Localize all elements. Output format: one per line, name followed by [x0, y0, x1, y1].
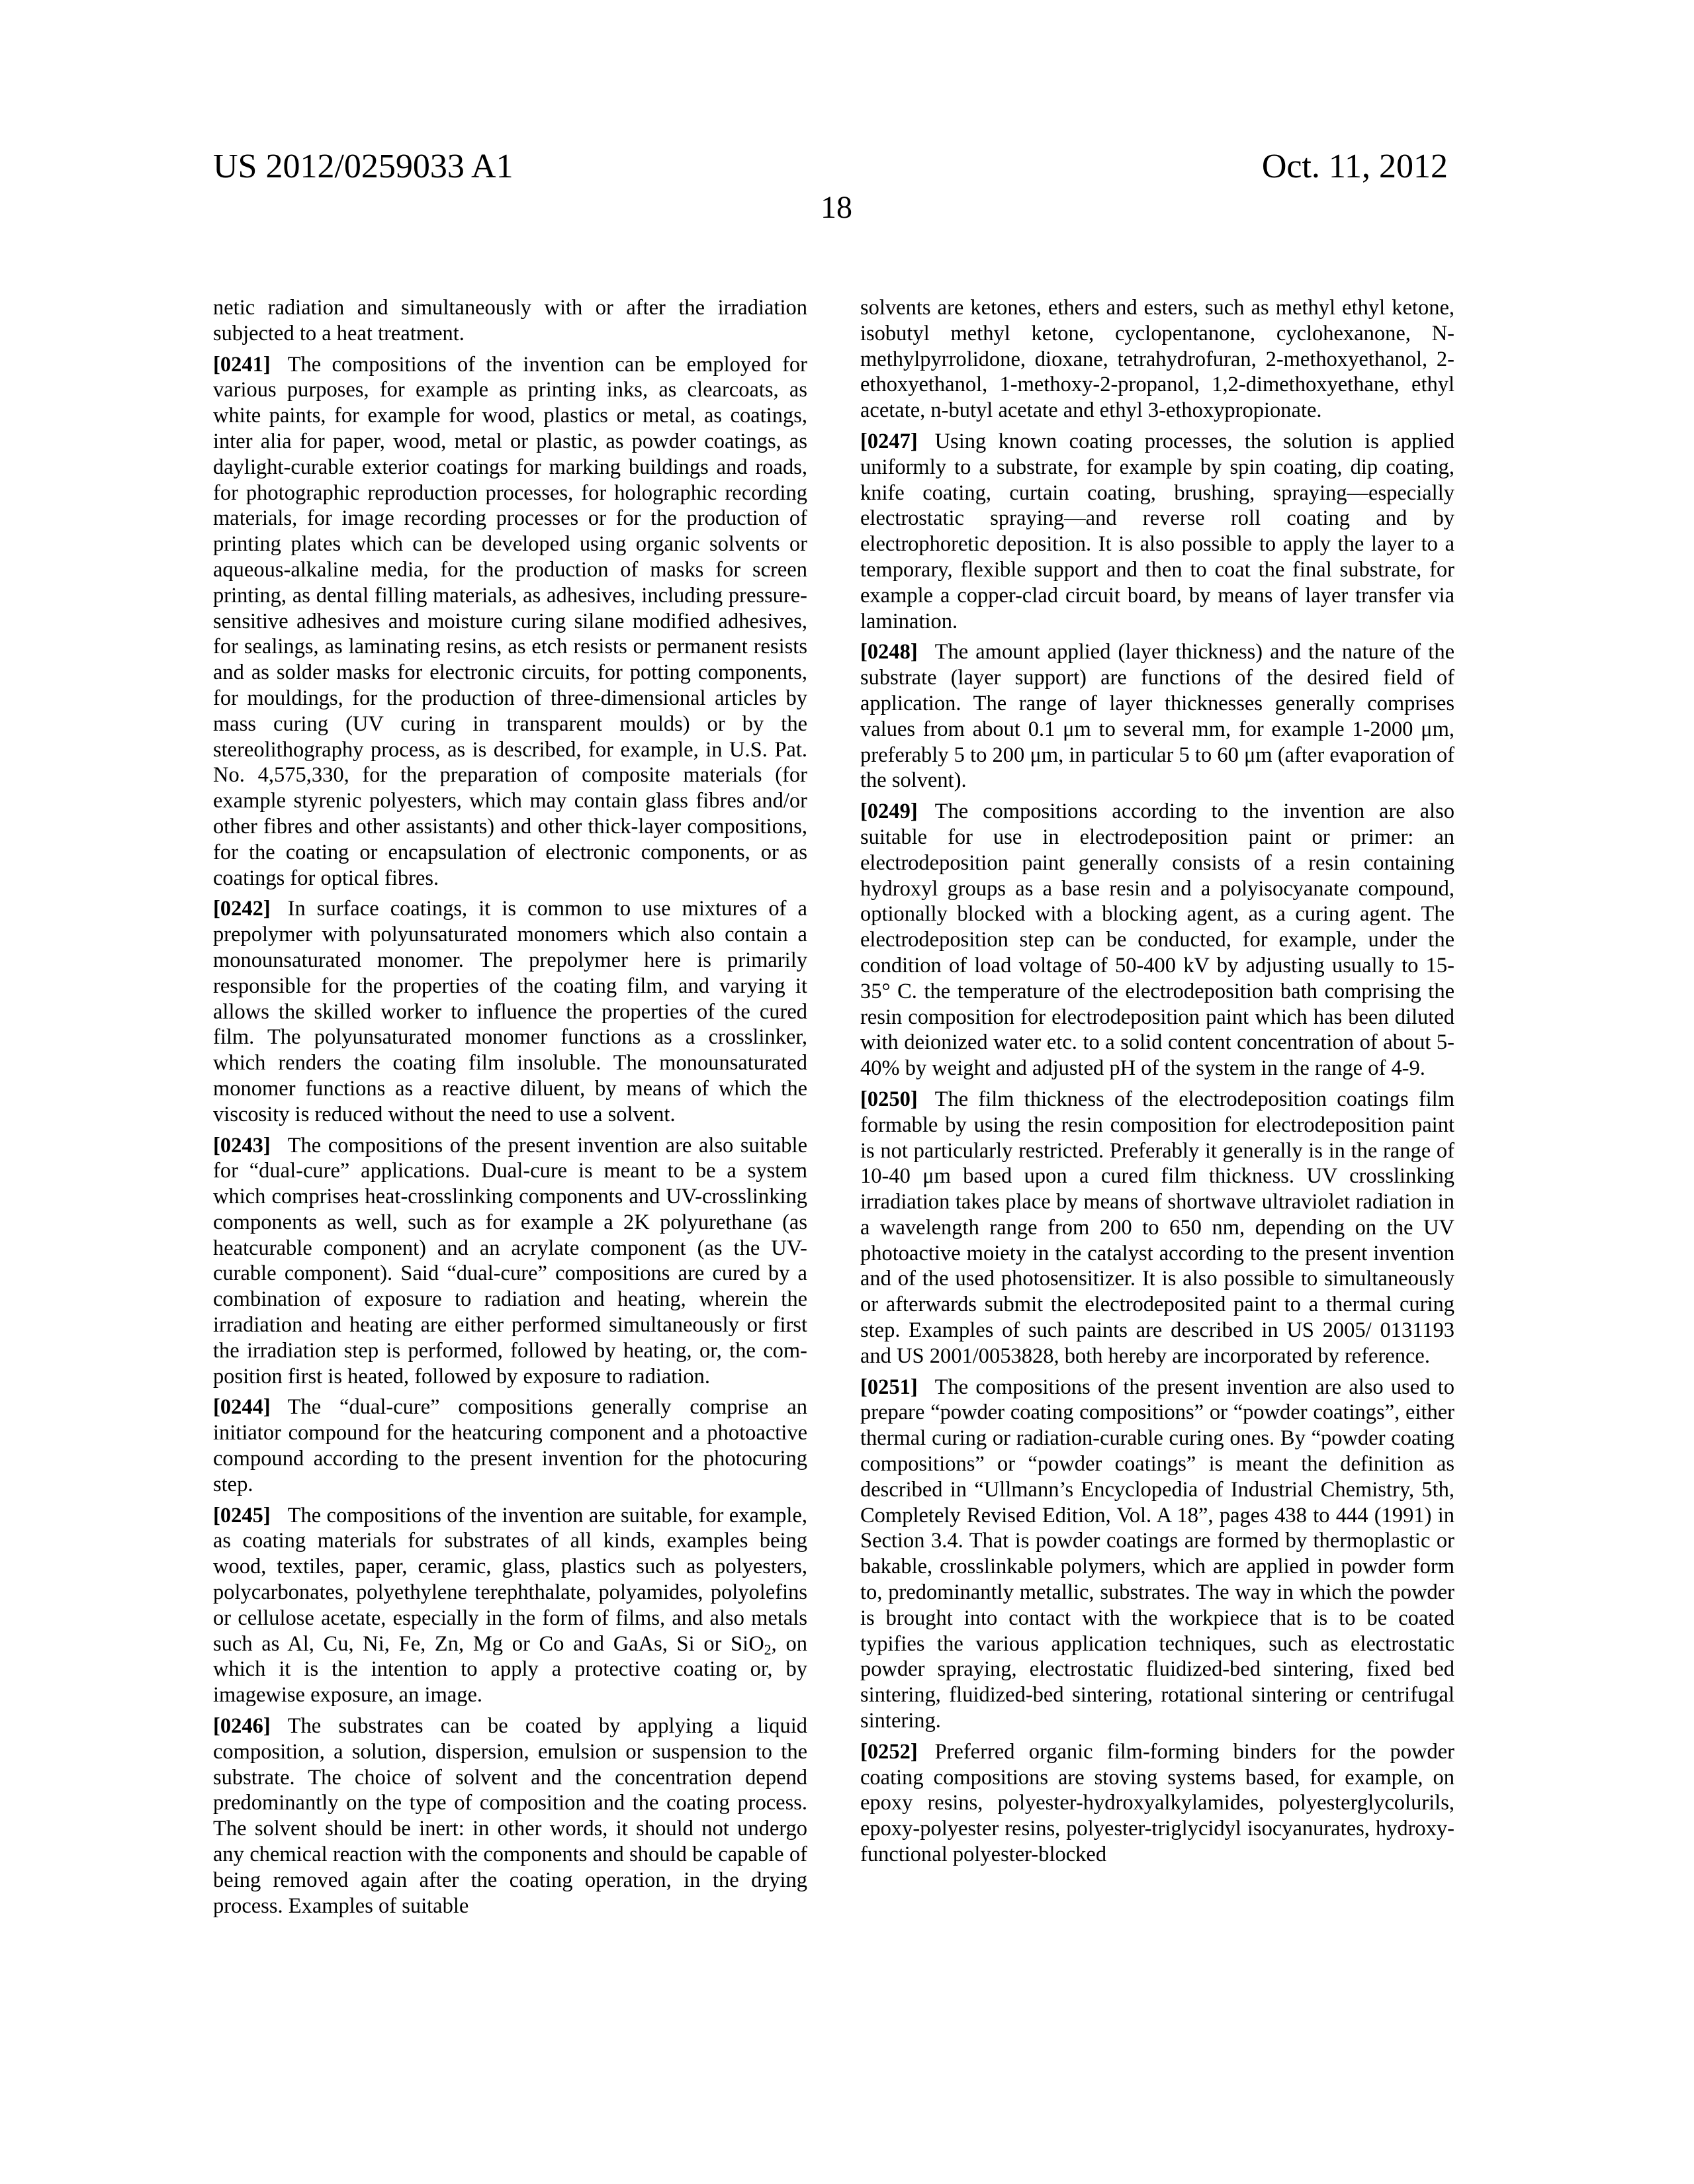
subscript: 2 — [764, 1641, 772, 1658]
paragraph-text: The film thickness of the electrodeposition coatings film formable by using the resin composition for electrodeposition paint is not particularly restricted. Preferably it generally is in the range of 10-40 μm based upon a cured film thickness. UV crosslinking irradiation takes place by means of shortwave ultraviolet radiation in a wavelength range from 200 to 650 nm, depending on the UV photoactive moiety in the catalyst according to the present invention and of the used photosensitizer. It is also possible to simultaneously or afterwards submit the electrodeposited paint to a thermal curing step. Examples of such paints are described in US 2005/ 0131193 and US 2001/0053828, both hereby are incorporated by reference. — [860, 1087, 1454, 1368]
paragraph — [213, 1133, 807, 1390]
paragraph-number: [0242] — [213, 897, 271, 921]
paragraph — [860, 1739, 1454, 1868]
paragraph-text: The compositions of the invention can be employed for various purposes, for example as printing inks, as clearcoats, as white paints, for example for wood, plastics or metal, as coatings, inter alia for paper, wood, metal or plastic, as powder coatings, as daylight-curable exterior coatings for marking buildings and roads, for photographic reproduction processes, for holographic recording materials, for image recording processes or for the production of printing plates which can be developed using organic solvents or aqueous-alkaline media, for the production of masks for screen printing, as dental filling materials, as adhesives, including pressure-sensitive adhesives and moisture curing silane modified adhesives, for sealings, as laminating resins, as etch resists or permanent resists and as solder masks for electronic circuits, for potting components, for mouldings, for the production of three-dimensional articles by mass curing (UV curing in transparent moulds) or by the stereolithography process, as is described, for example, in U.S. Pat. No. 4,575,330, for the preparation of composite materials (for example styrenic polyesters, which may contain glass fibres and/or other fibres and other assistants) and other thick-layer compositions, for the coating or encapsulation of electronic components, or as coatings for optical fibres. — [213, 352, 807, 890]
paragraph-text: solvents are ketones, ethers and esters, such as methyl ethyl ketone, isobutyl methyl ketone, cyclopentanone, cyclohexanone, N-methylpyrrolidone, dioxane, tetrahydrofuran, 2-methoxyethanol, 2-ethoxyethanol, 1-methoxy-2-propanol, 1,2-dimethoxyethane, ethyl acetate, n-butyl acetate and ethyl 3-ethoxypropionate. — [860, 296, 1454, 423]
paragraph-text: The “dual-cure” compositions generally comprise an initiator compound for the heatcuring component and a photoactive compound according to the present invention for the photocuring step. — [213, 1395, 807, 1496]
paragraph-number: [0244] — [213, 1395, 271, 1420]
paragraph — [213, 896, 807, 1127]
paragraph-number: [0247] — [860, 429, 918, 453]
paragraph-number: [0251] — [860, 1375, 918, 1399]
paragraph — [213, 1713, 807, 1919]
paragraph — [860, 799, 1454, 1081]
paragraph — [860, 1375, 1454, 1734]
paragraph-text: netic radiation and simultaneously with or after the irradiation subjected to a heat treatment. — [213, 296, 807, 345]
paragraph-text: The compositions of the present invention are also used to prepare “powder coating compositions” or “powder coatings”, either thermal curing or radiation-curable curing ones. By “powder coating compositions” or “powder coatings” is meant the definition as described in “Ullmann’s Encyclopedia of Industrial Chemistry, 5th, Completely Revised Edition, Vol. A 18”, pages 438 to 444 (1991) in Section 3.4. That is powder coatings are formed by thermoplastic or bakable, crosslinkable polymers, which are applied in powder form to, predominantly metallic, substrates. The way in which the powder is brought into contact with the workpiece that is to be coated typifies the various application techniques, such as electrostatic powder spraying, electrostatic fluidized-bed sintering, fixed bed sintering, fluidized-bed sintering, rotational sintering or centrifugal sintering. — [860, 1375, 1454, 1733]
paragraph-number: [0248] — [860, 640, 918, 664]
paragraph — [860, 295, 1454, 424]
paragraph — [213, 352, 807, 891]
left-column — [213, 295, 807, 1919]
paragraph-text: The compositions of the present invention are also suitable for “dual-cure” applications. Dual-cure is meant to be a system which comprises heat-crosslinking components and UV-crosslinking components as well, such as for example a 2K polyurethane (as heatcurable component) and an acrylate component (as the UV-curable component). Said “dual-cure” compositions are cured by a combination of exposure to radiation and heating, wherein the irradiation and heating are either performed simultaneously or first the irradiation step is performed, followed by heating, or, the composition first is heated, followed by exposure to radiation. — [213, 1133, 807, 1388]
page-number: 18 — [821, 190, 852, 225]
publication-date: Oct. 11, 2012 — [1261, 148, 1448, 185]
paragraph-number: [0252] — [860, 1739, 918, 1764]
paragraph-text: Preferred organic film-forming binders for the powder coating compositions are stoving systems based, for example, on epoxy resins, polyester-hydroxyalkylamides, polyesterglycolurils, epoxy-polyester resins, polyester-triglycidyl isocyanurates, hydroxy-functional polyester-blocked — [860, 1739, 1454, 1867]
paragraph — [213, 1503, 807, 1708]
paragraph — [213, 295, 807, 347]
paragraph-number: [0246] — [213, 1714, 271, 1739]
paragraph — [860, 1087, 1454, 1369]
paragraph-text: The substrates can be coated by applying a liquid composition, a solution, dispersion, emulsion or suspension to the substrate. The choice of solvent and the concentration depend predominantly on the type of composition and the coating process. The solvent should be inert: in other words, it should not undergo any chemical reaction with the components and should be capable of being removed again after the coating operation, in the drying process. Examples of suitable — [213, 1714, 807, 1918]
paragraph-number: [0249] — [860, 799, 918, 824]
paragraph-text: In surface coatings, it is common to use mixtures of a prepolymer with polyunsaturated monomers which also contain a monounsaturated monomer. The prepolymer here is primarily responsible for the properties of the coating film, and varying it allows the skilled worker to influence the properties of the cured film. The polyunsaturated monomer functions as a crosslinker, which renders the coating film insoluble. The monounsaturated monomer functions as a reactive diluent, by means of which the viscosity is reduced without the need to use a solvent. — [213, 897, 807, 1126]
paragraph — [860, 429, 1454, 634]
paragraph-text: The amount applied (layer thickness) and the nature of the substrate (layer support) are functions of the desired field of application. The range of layer thicknesses generally comprises values from about 0.1 μm to several mm, for example 1-2000 μm, preferably 5 to 200 μm, in particular 5 to 60 μm (after evaporation of the solvent). — [860, 640, 1454, 793]
right-column — [860, 295, 1454, 1868]
publication-number: US 2012/0259033 A1 — [213, 148, 513, 185]
paragraph-number: [0245] — [213, 1503, 271, 1527]
paragraph — [213, 1394, 807, 1497]
paragraph-number: [0241] — [213, 352, 271, 377]
paragraph-text: The compositions of the invention are suitable, for example, as coating materials for substrates of all kinds, examples being wood, textiles, paper, ceramic, glass, plastics such as polyesters, polycarbonates, polyethylene terephthalate, polyamides, polyolefins or cellulose acetate, especially in the form of films, and also metals such as Al, Cu, Ni, Fe, Zn, Mg or Co and GaAs, Si or SiO — [213, 1503, 807, 1656]
paragraph-text: Using known coating processes, the solution is applied uniformly to a substrate, for example by spin coating, dip coating, knife coating, curtain coating, brushing, spraying—especially electrostatic spraying—and reverse roll coating and by electrophoretic deposition. It is also possible to apply the layer to a temporary, flexible support and then to coat the final substrate, for example a copper-clad circuit board, by means of layer transfer via lamination. — [860, 429, 1454, 633]
paragraph — [860, 639, 1454, 794]
paragraph-text-tail: , on which it is the intention to apply a protective coating or, by imagewise exposure, an image. — [213, 1631, 807, 1707]
paragraph-text: The compositions according to the invention are also suitable for use in electrodeposition paint or primer: an electrodeposition paint generally consists of a resin containing hydroxyl groups as a base resin and a polyisocyanate compound, optionally blocked with a blocking agent, as a curing agent. The electrodeposition step can be conducted, for example, under the condition of load voltage of 50-400 kV by adjusting usually to 15-35° C. the temperature of the electrodeposition bath comprising the resin composition for electrodeposition paint which has been diluted with deionized water etc. to a solid content concentration of about 5-40% by weight and adjusted pH of the system in the range of 4-9. — [860, 799, 1454, 1081]
paragraph-number: [0250] — [860, 1087, 918, 1111]
paragraph-number: [0243] — [213, 1133, 271, 1158]
